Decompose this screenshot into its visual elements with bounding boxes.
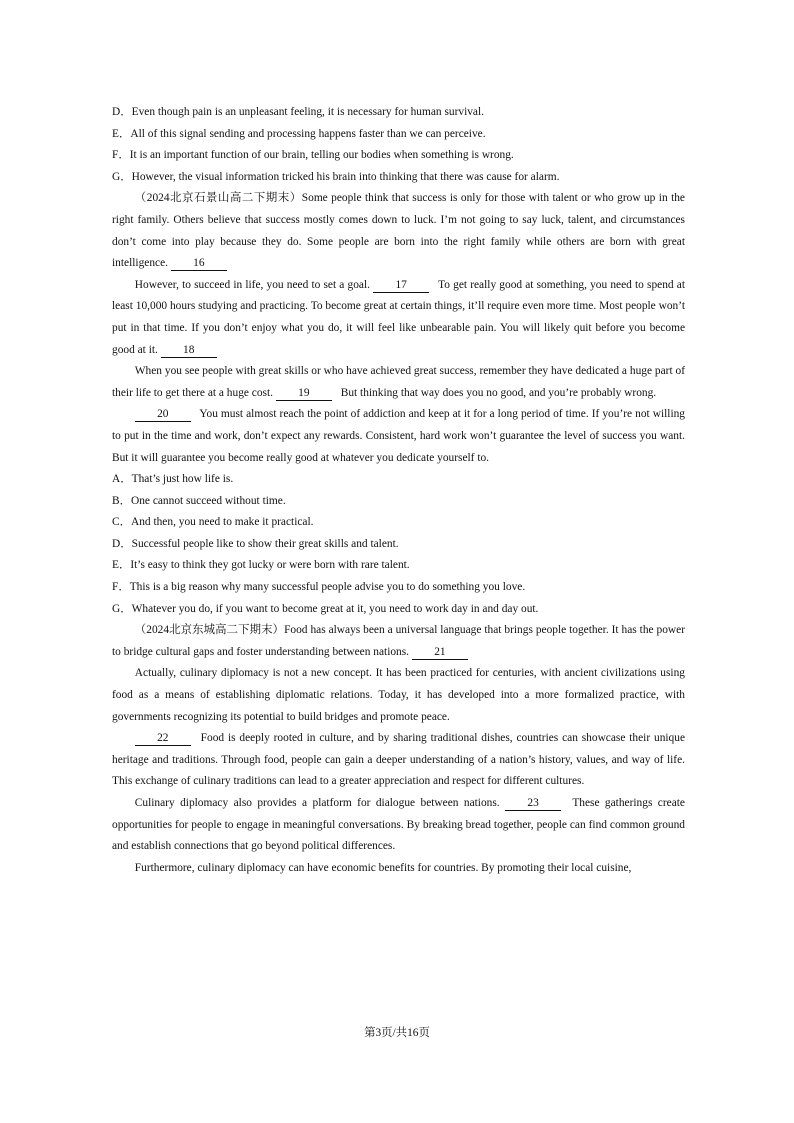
option-d: D．Successful people like to show their great skills and talent. — [112, 537, 399, 550]
option-b: B．One cannot succeed without time. — [112, 494, 286, 507]
passage2-source: （2024北京石景山高二下期末） — [134, 192, 302, 205]
option-e: E．All of this signal sending and processing happens faster than we can perceive. — [112, 127, 486, 140]
passage3-paragraph-2: Actually, culinary diplomacy is not a new concept. It has been practiced for centuries, with ancient civilizations using food as a means of establishing diplomatic relations. Today, it has developed into a more formalized practice, with governments recognizing its potential to build bridges and promote peace. — [112, 667, 685, 723]
option-d: D．Even though pain is an unpleasant feeling, it is necessary for human survival. — [112, 106, 485, 118]
passage2-paragraph-3: When you see people with great skills or who have achieved great success, remember they have dedicated a huge part of their life to get there at a huge cost. 19 But thinking that way does you no good, and you’re probably wrong. — [112, 365, 685, 399]
passage3-paragraph-3: 22 Food is deeply rooted in culture, and by sharing traditional dishes, countries can showcase their unique heritage and traditions. Through food, people can gain a deeper understanding of a nation’s history, values, and way of life. This exchange of culinary traditions can lead to a greater appreciation and respect for different cultures. — [112, 732, 685, 788]
option-g: G．However, the visual information tricked his brain into thinking that there was cause for alarm. — [112, 170, 560, 183]
passage2-paragraph-2: However, to succeed in life, you need to set a goal. 17 To get really good at something, you need to spend at least 10,000 hours studying and practicing. To become great at certain things, it’ll require even more time. Most people won’t put in that time. If you don’t enjoy what you do, it will feel like unbearable pain. You will likely quit before you become good at it. 18 — [112, 278, 685, 356]
blank-20[interactable]: 20 — [135, 407, 191, 422]
passage3-paragraph-4: Culinary diplomacy also provides a platform for dialogue between nations. 23 These gatherings create opportunities for people to engage in meaningful conversations. By breaking bread together, people can find common ground and establish connections that go beyond political differences. — [112, 797, 685, 853]
passage3-paragraph-5: Furthermore, culinary diplomacy can have economic benefits for countries. By promoting their local cuisine, — [134, 861, 632, 874]
blank-21[interactable]: 21 — [412, 645, 468, 660]
passage2-paragraph-4: 20 You must almost reach the point of addiction and keep at it for a long period of time. If you’re not willing to put in the time and work, don’t expect any rewards. Consistent, hard work won’t guarantee the level of success you want. But it will guarantee you become really good at whatever you dedicate yourself to. — [112, 408, 685, 464]
blank-18[interactable]: 18 — [161, 343, 217, 358]
blank-22[interactable]: 22 — [135, 731, 191, 746]
passage3-paragraph-1: （2024北京东城高二下期末）Food has always been a universal language that brings people together. It has the power to bridge cultural gaps and foster understanding between nations. 21 — [112, 624, 685, 658]
blank-16[interactable]: 16 — [171, 256, 227, 271]
option-c: C．And then, you need to make it practical. — [112, 516, 314, 529]
passage3-source: （2024北京东城高二下期末） — [134, 624, 285, 637]
blank-17[interactable]: 17 — [373, 278, 429, 293]
blank-19[interactable]: 19 — [276, 386, 332, 401]
passage2-paragraph-1: （2024北京石景山高二下期末）Some people think that success is only for those with talent or who grow up in the right family. Others believe that success mostly comes down to luck. I’m not going to say luck, talent, and circumstances don’t come into play because they do. Some people are born into the right family while others are born with great intelligence. 16 — [112, 192, 685, 270]
option-f: F．It is an important function of our brain, telling our bodies when something is wrong. — [112, 149, 514, 162]
option-f: F．This is a big reason why many successful people advise you to do something you love. — [112, 581, 526, 594]
option-a: A．That’s just how life is. — [112, 473, 234, 486]
page-content — [112, 102, 685, 879]
option-g: G．Whatever you do, if you want to become great at it, you need to work day in and day out. — [112, 602, 539, 615]
blank-23[interactable]: 23 — [505, 796, 561, 811]
page-footer: 第3页/共16页 — [364, 1027, 430, 1039]
option-e: E．It’s easy to think they got lucky or were born with rare talent. — [112, 559, 410, 572]
